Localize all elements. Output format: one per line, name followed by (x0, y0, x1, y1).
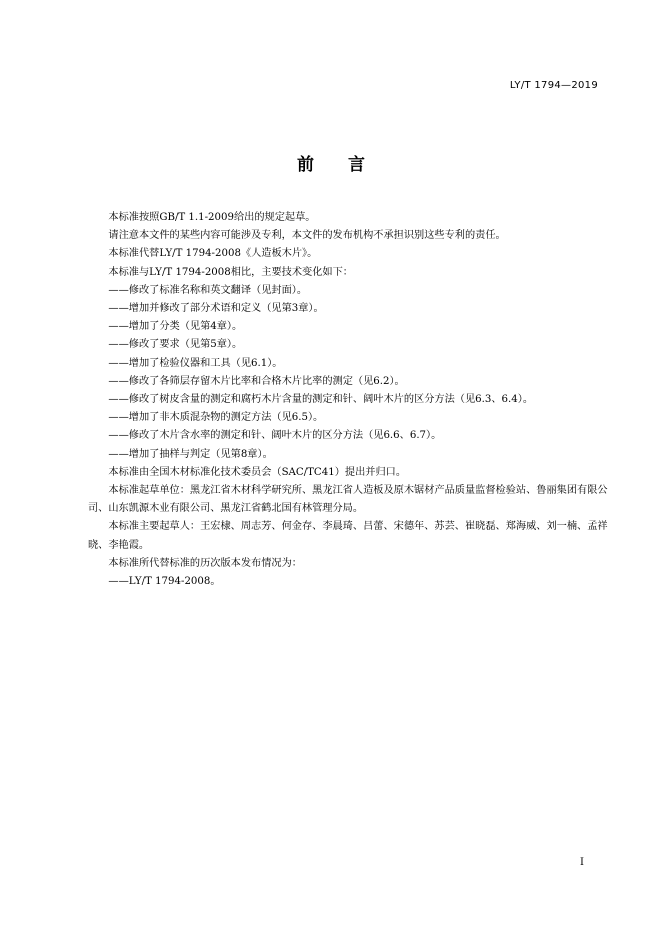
paragraph-drafting-rules: 本标准按照GB/T 1.1-2009给出的规定起草。 (108, 212, 316, 223)
change-item: ——增加并修改了部分术语和定义（见第3章）。 (108, 303, 324, 315)
paragraph-replaces: 本标准代替LY/T 1794-2008《人造板木片》。 (108, 248, 318, 260)
change-item: ——修改了木片含水率的测定和针、阔叶木片的区分方法（见6.6、6.7）。 (108, 430, 442, 442)
change-item: ——增加了非木质混杂物的测定方法（见6.5）。 (108, 412, 324, 424)
foreword-body (88, 209, 608, 591)
standard-code: LY/T 1794—2019 (509, 80, 598, 91)
paragraph-drafters: 本标准主要起草人：王宏棣、周志芳、何金存、李晨琦、吕蕾、宋德年、苏芸、崔晓磊、郑海威、刘一楠、孟祥晓、李艳霞。 (88, 521, 608, 551)
page-number: I (580, 857, 584, 868)
paragraph-changes-intro: 本标准与LY/T 1794-2008相比，主要技术变化如下： (108, 266, 353, 278)
paragraph-proposer: 本标准由全国木材标准化技术委员会（SAC/TC41）提出并归口。 (108, 466, 407, 478)
change-item: ——修改了标准名称和英文翻译（见封面）。 (108, 284, 308, 296)
paragraph-patent-notice: 请注意本文件的某些内容可能涉及专利，本文件的发布机构不承担识别这些专利的责任。 (108, 230, 506, 242)
change-item: ——增加了分类（见第4章）。 (108, 321, 243, 333)
history-item: ——LY/T 1794-2008。 (108, 576, 221, 588)
paragraph-history-intro: 本标准所代替标准的历次版本发布情况为： (108, 557, 302, 569)
change-item: ——增加了检验仪器和工具（见6.1）。 (108, 357, 283, 369)
change-item: ——修改了各筛层存留木片比率和合格木片比率的测定（见6.2）。 (108, 375, 405, 387)
change-item: ——修改了要求（见第5章）。 (108, 339, 243, 351)
paragraph-drafting-units: 本标准起草单位：黑龙江省木材科学研究所、黑龙江省人造板及原木锯材产品质量监督检验站、鲁丽集团有限公司、山东凯源木业有限公司、黑龙江省鹤北国有林管理分局。 (88, 485, 608, 515)
change-item: ——修改了树皮含量的测定和腐朽木片含量的测定和针、阔叶木片的区分方法（见6.3、6.4）。 (108, 394, 534, 406)
change-item: ——增加了抽样与判定（见第8章）。 (108, 448, 273, 460)
page-title: 前言 (297, 155, 399, 175)
